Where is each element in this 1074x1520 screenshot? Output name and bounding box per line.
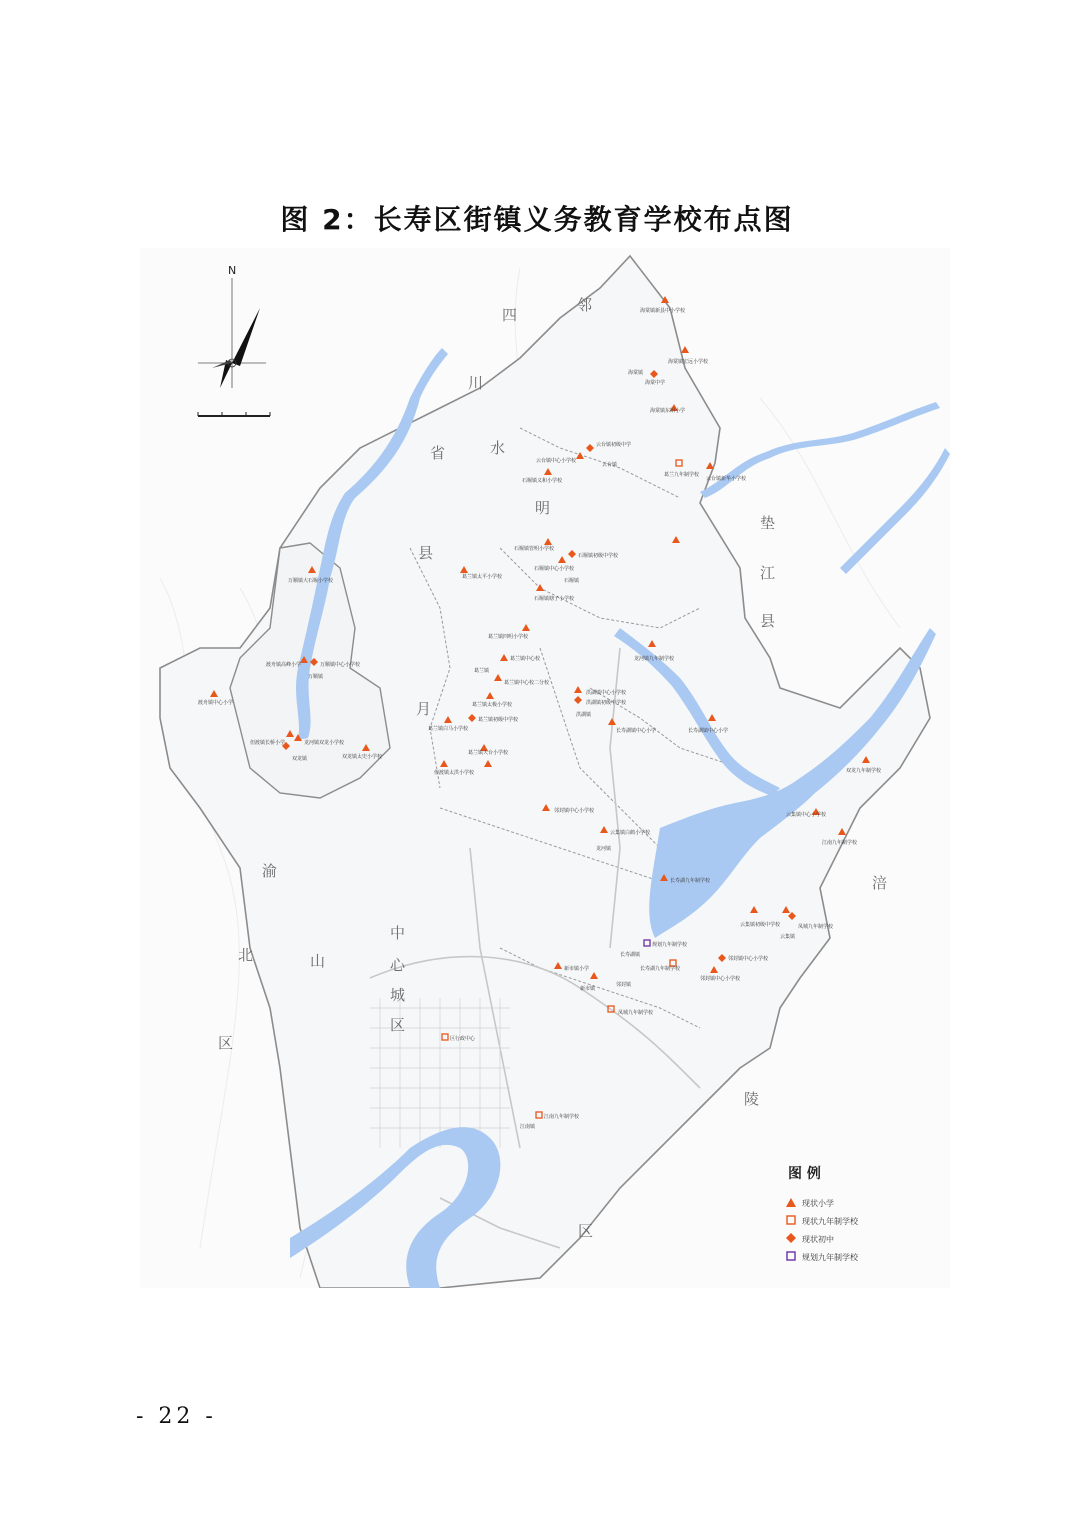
school-label: 万顺镇大石堰小学校 <box>288 578 334 584</box>
school-label: 葛兰镇天台小学校 <box>468 750 509 756</box>
town-label: 海棠镇 <box>628 370 644 376</box>
page-title: 图 2：长寿区街镇义务教育学校布点图 <box>280 203 794 236</box>
region-label: 县 <box>418 544 434 562</box>
town-label: 邻封镇 <box>616 982 632 988</box>
school-label: 江南九年制学校 <box>544 1114 580 1120</box>
school-label: 但渡镇长桥小学 <box>250 740 286 746</box>
region-label: 区 <box>390 1016 406 1034</box>
town-label: 龙河镇 <box>596 846 612 852</box>
region-label: 区 <box>578 1222 594 1240</box>
school-label: 龙河镇九年制学校 <box>634 656 675 662</box>
region-label: 月 <box>416 700 432 718</box>
region-label: 渝 <box>262 862 278 880</box>
school-label: 葛兰镇太极小学校 <box>472 702 513 708</box>
school-label: 长寿湖九年制学校 <box>670 878 711 884</box>
school-label: 云台镇初级中学 <box>596 442 632 448</box>
school-label: 邻封镇中心小学校 <box>728 956 769 962</box>
school-label: 江南九年制学校 <box>822 840 858 846</box>
school-label: 葛兰镇太平小学校 <box>462 574 503 580</box>
school-label: 邻封镇中心小学校 <box>700 976 741 982</box>
school-label: 石堰镇义和小学校 <box>522 478 563 484</box>
school-label: 但渡镇太洪小学校 <box>434 770 475 776</box>
region-label: 涪 <box>872 874 888 892</box>
school-label: 海棠中学 <box>645 380 666 386</box>
school-label: 海棠镇东阳小学 <box>650 408 686 414</box>
region-label: 陵 <box>744 1090 760 1108</box>
school-label: 葛兰镇初级中学校 <box>478 717 519 723</box>
region-label: 区 <box>218 1034 234 1052</box>
legend-label: 规划九年制学校 <box>802 1253 858 1262</box>
school-label: 渡舟镇高峰小学 <box>266 662 302 668</box>
legend-label: 现状小学 <box>802 1199 834 1208</box>
school-label: 葛兰镇四明小学校 <box>488 634 529 640</box>
region-label: 江 <box>760 564 776 582</box>
town-label: 石堰镇 <box>564 578 580 584</box>
school-label: 凤城九年制学校 <box>618 1010 654 1016</box>
school-label: 石堰镇中心小学校 <box>534 566 575 572</box>
region-label: 垫 <box>760 514 776 532</box>
school-label: 葛兰九年制学校 <box>664 472 700 478</box>
school-label: 新市镇小学 <box>564 966 590 972</box>
region-label: 县 <box>760 612 776 630</box>
region-label: 水 <box>490 439 506 457</box>
legend-label: 现状初中 <box>802 1235 834 1244</box>
region-label: 中 <box>390 924 406 942</box>
region-label: 北 <box>238 946 254 964</box>
school-label: 渡舟镇中心小学 <box>198 700 234 706</box>
town-label: 云集镇 <box>780 934 796 940</box>
school-label: 万顺镇中心小学校 <box>320 662 361 668</box>
legend-label: 现状九年制学校 <box>802 1217 858 1226</box>
region-label: 四 <box>502 306 518 324</box>
town-label: 洪湖镇 <box>576 712 592 718</box>
school-label: 凤城九年制学校 <box>798 924 834 930</box>
school-label: 双龙九年制学校 <box>846 768 882 774</box>
school-label: 云集镇白鹤小学校 <box>610 830 651 836</box>
town-label: 长寿湖镇 <box>620 952 641 958</box>
school-label: 云集镇中心小学校 <box>786 812 827 818</box>
region-label: 省 <box>430 444 446 462</box>
town-label: 葛兰镇 <box>474 668 490 674</box>
town-label: 区行政中心 <box>450 1036 476 1042</box>
school-label: 洪湖镇中心小学校 <box>586 690 627 696</box>
school-label: 葛兰镇白马小学校 <box>428 726 469 732</box>
school-label: 葛兰镇中心校 <box>510 656 541 662</box>
region-label: 邻 <box>577 296 593 314</box>
school-label: 龙河镇双龙小学校 <box>304 740 345 746</box>
school-label: 石堰镇初级中学校 <box>578 553 619 559</box>
region-label: 山 <box>310 952 326 970</box>
school-label: 葛兰镇中心校二分校 <box>504 680 550 686</box>
school-label: 长寿湖镇中心小学 <box>688 728 729 734</box>
town-label: 新市镇 <box>580 986 596 992</box>
school-label: 海棠镇新县中小学校 <box>640 308 686 314</box>
region-label: 川 <box>468 374 484 392</box>
town-label: 江南镇 <box>520 1124 536 1130</box>
page-number: - 22 - <box>136 1404 217 1429</box>
school-label: 长寿湖九年制学校 <box>640 966 681 972</box>
school-label: 石堰镇管明小学校 <box>514 546 555 552</box>
map-canvas <box>140 248 950 1288</box>
school-label: 石堰镇塘子小学校 <box>534 596 575 602</box>
legend-title: 图 例 <box>788 1166 821 1182</box>
town-label: 万顺镇 <box>308 674 324 680</box>
north-label: N <box>228 264 237 277</box>
school-layout-map <box>140 248 950 1288</box>
school-label: 云台镇中心小学校 <box>536 458 577 464</box>
region-label: 心 <box>390 956 406 974</box>
school-label: 规划九年制学校 <box>652 942 688 948</box>
school-label: 长寿湖镇中心小学 <box>616 728 657 734</box>
town-label: 双龙镇 <box>292 756 308 762</box>
school-label: 邻封镇中心小学校 <box>554 808 595 814</box>
region-label: 明 <box>535 499 551 517</box>
town-label: 云台镇 <box>602 462 618 468</box>
school-label: 双龙镇太史小学校 <box>342 754 383 760</box>
school-label: 云台镇新华小学校 <box>706 476 747 482</box>
region-label: 城 <box>390 986 406 1004</box>
school-label: 海棠镇宏远小学校 <box>668 359 709 365</box>
school-label: 云集镇初级中学校 <box>740 922 781 928</box>
school-label: 洪湖镇初级中学校 <box>586 700 627 706</box>
